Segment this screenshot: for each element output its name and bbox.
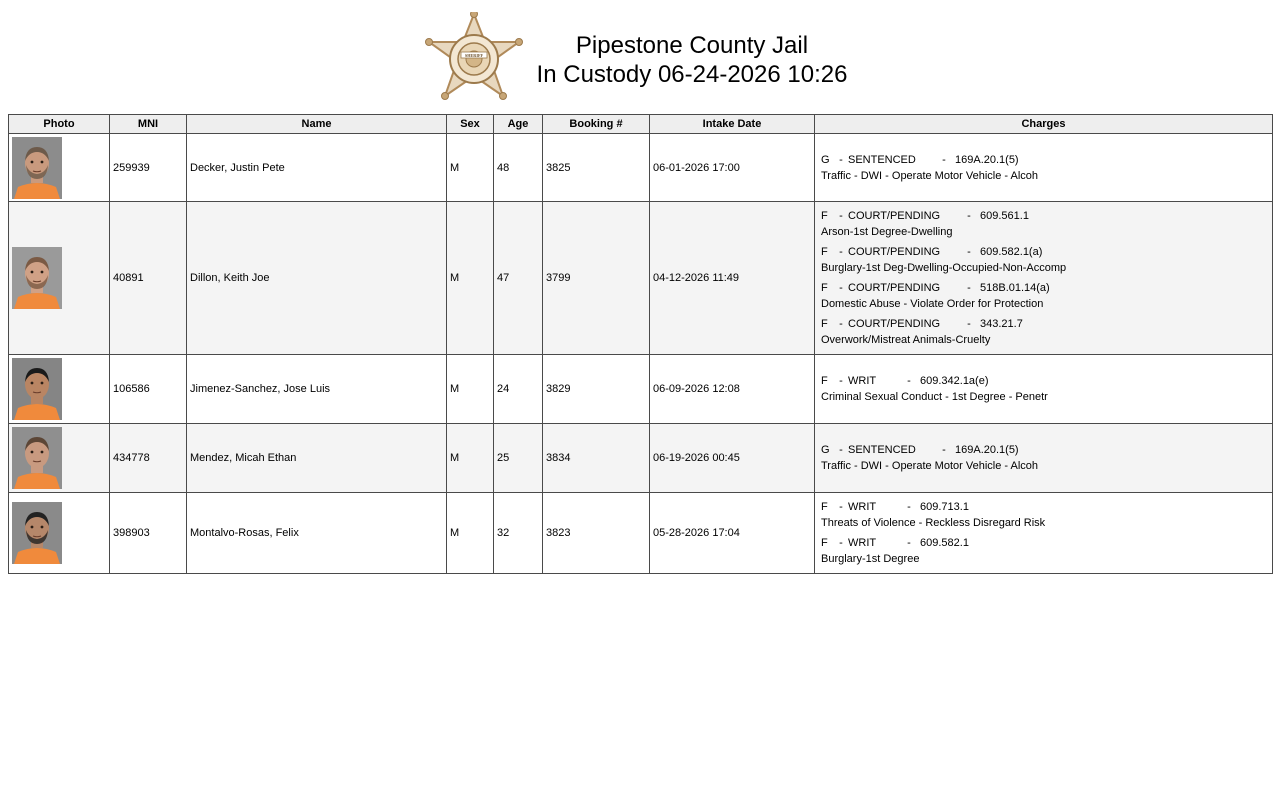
column-header-name: Name — [187, 115, 447, 134]
charge-entry — [821, 499, 1266, 531]
intake-date-cell: 06-01-2026 17:00 — [650, 134, 815, 202]
charge-status: COURT/PENDING — [848, 282, 941, 294]
charge-status: COURT/PENDING — [848, 246, 941, 258]
booking-number-cell: 3799 — [543, 202, 650, 355]
svg-text:SHERIFF: SHERIFF — [464, 53, 484, 58]
mugshot-image[interactable] — [12, 502, 62, 564]
intake-date-cell: 06-19-2026 00:45 — [650, 424, 815, 493]
mugshot-image[interactable] — [12, 247, 62, 309]
charge-status: SENTENCED — [848, 153, 916, 166]
column-header-booking: Booking # — [543, 115, 650, 134]
custody-timestamp: In Custody 06-24-2026 10:26 — [536, 61, 848, 88]
charges-cell — [815, 355, 1273, 424]
charge-statute: 609.582.1(a) — [980, 246, 1043, 258]
charge-header — [821, 152, 1266, 168]
charge-entry — [821, 442, 1266, 474]
charge-class: F — [821, 375, 828, 387]
charge-header — [821, 499, 1266, 515]
age-cell: 32 — [494, 493, 543, 574]
sex-cell: M — [447, 355, 494, 424]
name-cell: Jimenez-Sanchez, Jose Luis — [187, 355, 447, 424]
charge-separator: - — [967, 210, 971, 222]
charges-cell — [815, 424, 1273, 493]
booking-number-cell: 3823 — [543, 493, 650, 574]
booking-number-cell: 3834 — [543, 424, 650, 493]
column-header-charges: Charges — [815, 115, 1273, 134]
charge-header — [821, 535, 1266, 551]
charge-separator: - — [907, 375, 911, 387]
charge-entry — [821, 152, 1266, 184]
charge-statute: 609.342.1a(e) — [920, 375, 989, 387]
charge-statute: 343.21.7 — [980, 318, 1023, 330]
column-header-intake-date: Intake Date — [650, 115, 815, 134]
charge-separator: - — [839, 318, 843, 330]
name-cell: Mendez, Micah Ethan — [187, 424, 447, 493]
charges-cell — [815, 493, 1273, 574]
charge-separator: - — [839, 375, 843, 387]
page-header — [0, 0, 1280, 112]
column-header-sex: Sex — [447, 115, 494, 134]
charge-separator: - — [839, 537, 843, 549]
charge-separator: - — [907, 501, 911, 513]
intake-date-cell: 04-12-2026 11:49 — [650, 202, 815, 355]
charge-class: F — [821, 210, 828, 222]
charge-header — [821, 280, 1266, 296]
table-row — [9, 493, 1273, 574]
sex-cell: M — [447, 493, 494, 574]
table-row — [9, 355, 1273, 424]
charge-separator: - — [967, 246, 971, 258]
charge-statute: 518B.01.14(a) — [980, 282, 1050, 294]
age-cell: 25 — [494, 424, 543, 493]
sheriff-badge-logo — [424, 12, 524, 110]
charge-status: WRIT — [848, 537, 877, 549]
charge-header — [821, 208, 1266, 224]
charge-status: WRIT — [848, 501, 877, 513]
charge-class: F — [821, 501, 828, 513]
charge-status: COURT/PENDING — [848, 318, 941, 330]
charge-description: Criminal Sexual Conduct - 1st Degree - Penetr — [821, 391, 1048, 403]
charge-separator: - — [839, 153, 843, 166]
charge-entry — [821, 280, 1266, 312]
charge-separator: - — [839, 246, 843, 258]
charge-class: G — [821, 153, 830, 166]
charge-description: Threats of Violence - Reckless Disregard Risk — [821, 517, 1046, 529]
column-header-photo: Photo — [9, 115, 110, 134]
charge-header — [821, 316, 1266, 332]
column-header-mni: MNI — [110, 115, 187, 134]
mni-cell: 106586 — [110, 355, 187, 424]
sex-cell: M — [447, 202, 494, 355]
charge-status: COURT/PENDING — [848, 210, 941, 222]
charge-separator: - — [839, 444, 843, 456]
charge-description: Traffic - DWI - Operate Motor Vehicle - Alcoh — [821, 460, 1039, 472]
charge-statute: 609.713.1 — [920, 501, 969, 513]
mugshot-image[interactable] — [12, 427, 62, 489]
name-cell: Montalvo-Rosas, Felix — [187, 493, 447, 574]
table-row — [9, 134, 1273, 202]
charge-class: F — [821, 537, 828, 549]
charge-description: Burglary-1st Degree — [821, 553, 920, 565]
photo-cell — [9, 202, 110, 355]
mni-cell: 259939 — [110, 134, 187, 202]
age-cell: 24 — [494, 355, 543, 424]
photo-cell — [9, 355, 110, 424]
title-block — [520, 31, 864, 89]
sex-cell: M — [447, 134, 494, 202]
charges-cell — [815, 202, 1273, 355]
charge-statute: 169A.20.1(5) — [955, 444, 1019, 456]
charge-separator: - — [942, 153, 946, 166]
photo-cell — [9, 424, 110, 493]
charge-separator: - — [942, 444, 946, 456]
age-cell: 47 — [494, 202, 543, 355]
charge-entry — [821, 535, 1266, 567]
charge-statute: 609.561.1 — [980, 210, 1029, 222]
charge-class: F — [821, 246, 828, 258]
charge-status: SENTENCED — [848, 444, 916, 456]
booking-number-cell: 3829 — [543, 355, 650, 424]
name-cell: Dillon, Keith Joe — [187, 202, 447, 355]
table-header-row — [9, 115, 1273, 134]
photo-cell — [9, 493, 110, 574]
charge-description: Overwork/Mistreat Animals-Cruelty — [821, 334, 991, 346]
charge-status: WRIT — [848, 375, 877, 387]
booking-number-cell: 3825 — [543, 134, 650, 202]
charge-class: G — [821, 444, 830, 456]
charges-cell — [815, 134, 1273, 202]
name-cell: Decker, Justin Pete — [187, 134, 447, 202]
mni-cell: 434778 — [110, 424, 187, 493]
table-row — [9, 202, 1273, 355]
charge-separator: - — [967, 282, 971, 294]
intake-date-cell: 06-09-2026 12:08 — [650, 355, 815, 424]
age-cell: 48 — [494, 134, 543, 202]
charge-separator: - — [839, 501, 843, 513]
mugshot-image[interactable] — [12, 137, 62, 199]
charge-description: Domestic Abuse - Violate Order for Protection — [821, 298, 1044, 310]
charge-description: Arson-1st Degree-Dwelling — [821, 226, 953, 238]
charge-header — [821, 244, 1266, 260]
charge-entry — [821, 244, 1266, 276]
charge-separator: - — [967, 318, 971, 330]
inmate-roster-table — [8, 114, 1273, 574]
charge-header — [821, 373, 1266, 389]
charge-class: F — [821, 318, 828, 330]
charge-description: Traffic - DWI - Operate Motor Vehicle - Alcoh — [821, 169, 1039, 182]
charge-entry — [821, 208, 1266, 240]
charge-statute: 169A.20.1(5) — [955, 153, 1019, 166]
photo-cell — [9, 134, 110, 202]
charge-separator: - — [907, 537, 911, 549]
charge-entry — [821, 316, 1266, 348]
charge-class: F — [821, 282, 828, 294]
charge-description: Burglary-1st Deg-Dwelling-Occupied-Non-Accomp — [821, 262, 1067, 274]
charge-header — [821, 442, 1266, 458]
charge-entry — [821, 373, 1266, 405]
charge-statute: 609.582.1 — [920, 537, 969, 549]
mni-cell: 398903 — [110, 493, 187, 574]
sex-cell: M — [447, 424, 494, 493]
mugshot-image[interactable] — [12, 358, 62, 420]
table-row — [9, 424, 1273, 493]
page-title: Pipestone County Jail — [575, 32, 809, 59]
mni-cell: 40891 — [110, 202, 187, 355]
charge-separator: - — [839, 210, 843, 222]
intake-date-cell: 05-28-2026 17:04 — [650, 493, 815, 574]
column-header-age: Age — [494, 115, 543, 134]
charge-separator: - — [839, 282, 843, 294]
